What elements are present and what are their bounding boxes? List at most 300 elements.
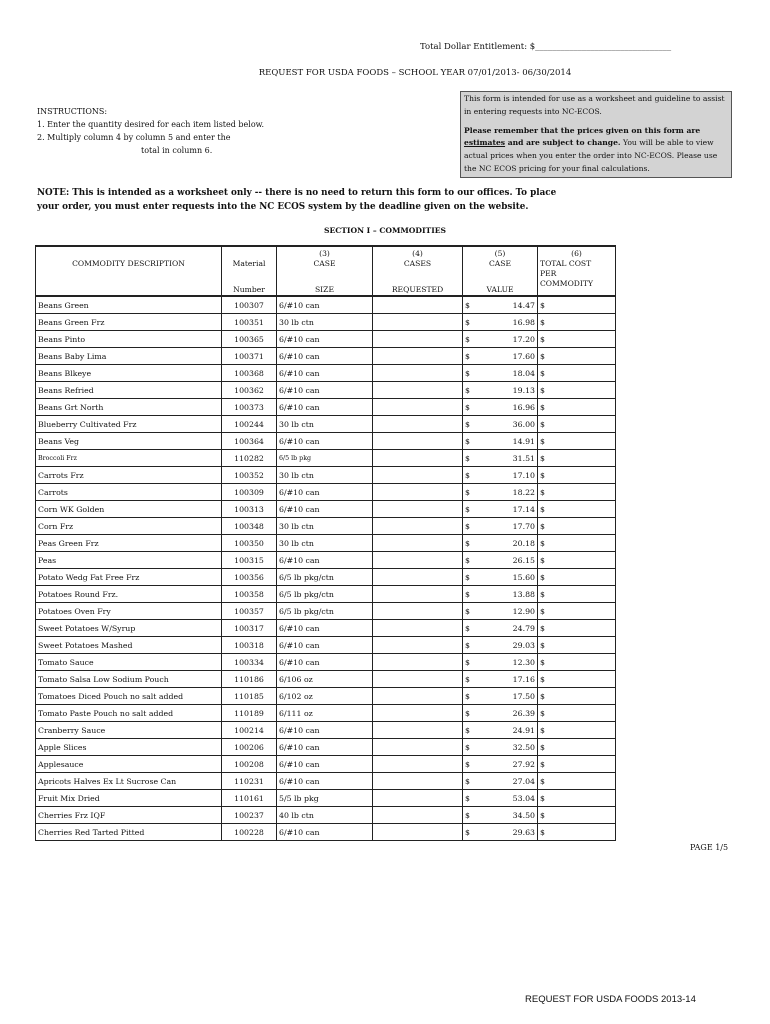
table-row [36, 586, 616, 603]
commodity-description: Corn Frz [36, 518, 222, 535]
currency-symbol: $ [465, 691, 470, 701]
case-value-amount: 29.63 [512, 827, 535, 837]
col-6-number: (6) [538, 246, 616, 259]
cases-requested-cell[interactable] [373, 705, 463, 722]
total-cost-cell[interactable] [538, 552, 616, 569]
case-value-amount: 17.70 [512, 521, 535, 531]
cases-requested-cell[interactable] [373, 518, 463, 535]
cases-requested-cell[interactable] [373, 296, 463, 314]
case-size: 6/#10 can [277, 637, 373, 654]
cases-requested-cell[interactable] [373, 450, 463, 467]
table-header-sub [36, 283, 616, 296]
table-row [36, 467, 616, 484]
case-value [463, 671, 538, 688]
col-case-value-header: CASE [463, 259, 538, 283]
case-value-amount: 16.98 [512, 317, 535, 327]
case-value-amount: 53.04 [512, 793, 535, 803]
case-value-amount: 17.20 [512, 334, 535, 344]
case-value-amount: 15.60 [512, 572, 535, 582]
currency-symbol: $ [540, 810, 545, 820]
currency-symbol: $ [465, 504, 470, 514]
commodity-description: Apricots Halves Ex Lt Sucrose Can [36, 773, 222, 790]
total-cost-cell[interactable] [538, 467, 616, 484]
page-number: PAGE 1/5 [690, 843, 729, 852]
total-cost-cell[interactable] [538, 569, 616, 586]
table-row [36, 501, 616, 518]
table-row [36, 603, 616, 620]
total-cost-cell[interactable] [538, 296, 616, 314]
case-size: 6/#10 can [277, 348, 373, 365]
commodity-description: Potatoes Round Frz. [36, 586, 222, 603]
material-number: 110185 [222, 688, 277, 705]
cases-requested-cell[interactable] [373, 739, 463, 756]
currency-symbol: $ [540, 453, 545, 463]
material-number: 100206 [222, 739, 277, 756]
currency-symbol: $ [540, 334, 545, 344]
case-value [463, 433, 538, 450]
col-3-number: (3) [277, 246, 373, 259]
total-cost-cell[interactable] [538, 790, 616, 807]
cases-requested-cell[interactable] [373, 603, 463, 620]
material-number: 100362 [222, 382, 277, 399]
cases-requested-cell[interactable] [373, 790, 463, 807]
case-value [463, 569, 538, 586]
total-cost-cell[interactable] [538, 637, 616, 654]
case-value-amount: 20.18 [512, 538, 535, 548]
cases-requested-cell[interactable] [373, 654, 463, 671]
total-cost-cell[interactable] [538, 654, 616, 671]
material-number: 100307 [222, 296, 277, 314]
case-size: 30 lb ctn [277, 467, 373, 484]
total-cost-cell[interactable] [538, 399, 616, 416]
material-number: 100334 [222, 654, 277, 671]
currency-symbol: $ [465, 436, 470, 446]
case-value [463, 824, 538, 841]
commodities-table [35, 245, 616, 841]
currency-symbol: $ [540, 776, 545, 786]
currency-symbol: $ [465, 555, 470, 565]
case-value [463, 552, 538, 569]
case-size: 40 lb ctn [277, 807, 373, 824]
total-cost-cell[interactable] [538, 314, 616, 331]
case-value-amount: 16.96 [512, 402, 535, 412]
header-cell [36, 283, 222, 296]
case-value-amount: 32.50 [512, 742, 535, 752]
table-row [36, 705, 616, 722]
cases-requested-cell[interactable] [373, 756, 463, 773]
col-requested-header: REQUESTED [373, 283, 463, 296]
case-value [463, 365, 538, 382]
total-cost-cell[interactable] [538, 331, 616, 348]
instruction-step-2: 2. Multiply column 4 by column 5 and enter the [37, 133, 231, 142]
case-value [463, 739, 538, 756]
cases-requested-cell[interactable] [373, 484, 463, 501]
case-value [463, 654, 538, 671]
case-size: 6/#10 can [277, 296, 373, 314]
worksheet-note [37, 186, 556, 214]
footer-title: REQUEST FOR USDA FOODS 2013-14 [525, 994, 696, 1005]
currency-symbol: $ [540, 589, 545, 599]
cases-requested-cell[interactable] [373, 824, 463, 841]
header-cell [36, 246, 222, 259]
case-size: 30 lb ctn [277, 314, 373, 331]
col-total-header [538, 259, 616, 296]
total-cost-cell[interactable] [538, 484, 616, 501]
material-number: 100350 [222, 535, 277, 552]
total-cost-cell[interactable] [538, 586, 616, 603]
case-size: 6/111 oz [277, 705, 373, 722]
currency-symbol: $ [540, 317, 545, 327]
material-number: 100357 [222, 603, 277, 620]
worksheet-note-line-2: your order, you must enter requests into the NC ECOS system by the deadline given on the website. [37, 202, 529, 212]
table-row [36, 569, 616, 586]
cases-requested-cell[interactable] [373, 365, 463, 382]
cases-requested-cell[interactable] [373, 671, 463, 688]
case-value [463, 518, 538, 535]
case-size: 6/#10 can [277, 484, 373, 501]
case-size: 6/5 lb pkg/ctn [277, 569, 373, 586]
col-5-number: (5) [463, 246, 538, 259]
case-size: 6/#10 can [277, 501, 373, 518]
material-number: 110282 [222, 450, 277, 467]
currency-symbol: $ [540, 708, 545, 718]
commodity-description: Tomato Paste Pouch no salt added [36, 705, 222, 722]
material-number: 100352 [222, 467, 277, 484]
col-value-header: VALUE [463, 283, 538, 296]
currency-symbol: $ [540, 300, 545, 310]
table-header-numbers [36, 246, 616, 259]
section-title: SECTION I – COMMODITIES [323, 226, 447, 235]
page-title: REQUEST FOR USDA FOODS – SCHOOL YEAR 07/01/2013- 06/30/2014 [258, 68, 572, 78]
case-value [463, 535, 538, 552]
total-cost-cell[interactable] [538, 535, 616, 552]
table-row [36, 654, 616, 671]
commodity-description: Fruit Mix Dried [36, 790, 222, 807]
total-cost-label: TOTAL COST [540, 259, 592, 268]
col-material-header: Material [222, 259, 277, 283]
currency-symbol: $ [540, 674, 545, 684]
worksheet-note-line-1: NOTE: This is intended as a worksheet only -- there is no need to return this form to our offices. To place [37, 188, 557, 198]
case-value-amount: 17.16 [512, 674, 535, 684]
cases-requested-cell[interactable] [373, 722, 463, 739]
case-value [463, 416, 538, 433]
table-row [36, 314, 616, 331]
currency-symbol: $ [540, 504, 545, 514]
commodity-description: Beans Baby Lima [36, 348, 222, 365]
case-size: 6/#10 can [277, 365, 373, 382]
case-value [463, 773, 538, 790]
currency-symbol: $ [540, 402, 545, 412]
currency-symbol: $ [465, 708, 470, 718]
case-value-amount: 34.50 [512, 810, 535, 820]
currency-symbol: $ [540, 385, 545, 395]
case-size: 6/5 lb pkg/ctn [277, 603, 373, 620]
case-size: 30 lb ctn [277, 416, 373, 433]
cases-requested-cell[interactable] [373, 637, 463, 654]
material-number: 100313 [222, 501, 277, 518]
currency-symbol: $ [465, 657, 470, 667]
material-number: 100365 [222, 331, 277, 348]
currency-symbol: $ [540, 640, 545, 650]
total-cost-cell[interactable] [538, 518, 616, 535]
case-size: 30 lb ctn [277, 535, 373, 552]
currency-symbol: $ [540, 623, 545, 633]
case-size: 6/106 oz [277, 671, 373, 688]
currency-symbol: $ [465, 742, 470, 752]
table-row [36, 535, 616, 552]
material-number: 100208 [222, 756, 277, 773]
table-row [36, 552, 616, 569]
case-value [463, 501, 538, 518]
currency-symbol: $ [540, 419, 545, 429]
currency-symbol: $ [465, 300, 470, 310]
currency-symbol: $ [540, 368, 545, 378]
currency-symbol: $ [465, 453, 470, 463]
notice-bold-1: Please remember that the prices given on this form are [464, 125, 701, 135]
material-number: 100244 [222, 416, 277, 433]
notice-line-2 [464, 125, 728, 176]
currency-symbol: $ [465, 606, 470, 616]
commodity-description: Carrots Frz [36, 467, 222, 484]
dollar-entitlement: Total Dollar Entitlement: $________________________________ [420, 42, 672, 52]
notice-estimates: estimates [464, 138, 506, 148]
case-value-amount: 31.51 [512, 453, 535, 463]
case-value-amount: 29.03 [512, 640, 535, 650]
cases-requested-cell[interactable] [373, 399, 463, 416]
total-cost-cell[interactable] [538, 416, 616, 433]
table-row [36, 348, 616, 365]
currency-symbol: $ [540, 351, 545, 361]
cases-requested-cell[interactable] [373, 688, 463, 705]
case-value [463, 722, 538, 739]
total-cost-cell[interactable] [538, 348, 616, 365]
case-value [463, 296, 538, 314]
case-size: 6/#10 can [277, 433, 373, 450]
currency-symbol: $ [540, 793, 545, 803]
currency-symbol: $ [465, 368, 470, 378]
cases-requested-cell[interactable] [373, 535, 463, 552]
currency-symbol: $ [540, 657, 545, 667]
currency-symbol: $ [465, 640, 470, 650]
material-number: 110231 [222, 773, 277, 790]
currency-symbol: $ [465, 572, 470, 582]
material-number: 100348 [222, 518, 277, 535]
currency-symbol: $ [465, 334, 470, 344]
cases-requested-cell[interactable] [373, 620, 463, 637]
case-value-amount: 36.00 [512, 419, 535, 429]
case-size: 6/#10 can [277, 739, 373, 756]
col-number-header: Number [222, 283, 277, 296]
col-4-number: (4) [373, 246, 463, 259]
cases-requested-cell[interactable] [373, 331, 463, 348]
case-value [463, 620, 538, 637]
total-cost-cell[interactable] [538, 620, 616, 637]
material-number: 100317 [222, 620, 277, 637]
case-value-amount: 14.91 [512, 436, 535, 446]
material-number: 100371 [222, 348, 277, 365]
material-number: 110186 [222, 671, 277, 688]
currency-symbol: $ [540, 521, 545, 531]
commodity-description: Blueberry Cultivated Frz [36, 416, 222, 433]
case-value-amount: 24.91 [512, 725, 535, 735]
total-cost-cell[interactable] [538, 722, 616, 739]
total-cost-cell[interactable] [538, 603, 616, 620]
commodity-description: Beans Green Frz [36, 314, 222, 331]
case-value-amount: 12.90 [512, 606, 535, 616]
cases-requested-cell[interactable] [373, 501, 463, 518]
col-cases-header: CASES [373, 259, 463, 283]
total-cost-cell[interactable] [538, 450, 616, 467]
currency-symbol: $ [465, 623, 470, 633]
table-row [36, 382, 616, 399]
table-row [36, 722, 616, 739]
commodity-description: Beans Green [36, 296, 222, 314]
case-size: 6/5 lb pkg/ctn [277, 586, 373, 603]
currency-symbol: $ [465, 470, 470, 480]
table-row [36, 739, 616, 756]
table-row [36, 433, 616, 450]
case-value-amount: 24.79 [512, 623, 535, 633]
case-size: 5/5 lb pkg [277, 790, 373, 807]
cases-requested-cell[interactable] [373, 569, 463, 586]
table-row [36, 416, 616, 433]
cases-requested-cell[interactable] [373, 586, 463, 603]
instructions-heading: INSTRUCTIONS: [37, 107, 108, 116]
table-row [36, 365, 616, 382]
material-number: 100364 [222, 433, 277, 450]
table-row [36, 450, 616, 467]
col-case-header: CASE [277, 259, 373, 283]
cases-requested-cell[interactable] [373, 348, 463, 365]
case-size: 6/#10 can [277, 654, 373, 671]
total-cost-cell[interactable] [538, 807, 616, 824]
total-cost-cell[interactable] [538, 433, 616, 450]
total-cost-cell[interactable] [538, 739, 616, 756]
currency-symbol: $ [540, 555, 545, 565]
case-value [463, 331, 538, 348]
total-cost-cell[interactable] [538, 501, 616, 518]
instructions [37, 105, 264, 157]
currency-symbol: $ [540, 725, 545, 735]
case-value [463, 637, 538, 654]
notice-line-1: This form is intended for use as a worksheet and guideline to assist in entering requests into NC-ECOS. [464, 94, 725, 116]
commodity-description: Cranberry Sauce [36, 722, 222, 739]
case-size: 6/102 oz [277, 688, 373, 705]
case-value [463, 790, 538, 807]
commodity-description: Potato Wedg Fat Free Frz [36, 569, 222, 586]
currency-symbol: $ [465, 317, 470, 327]
case-value-amount: 13.88 [512, 589, 535, 599]
commodity-description: Tomatoes Diced Pouch no salt added [36, 688, 222, 705]
currency-symbol: $ [465, 521, 470, 531]
case-size: 30 lb ctn [277, 518, 373, 535]
material-number: 100368 [222, 365, 277, 382]
case-value [463, 603, 538, 620]
case-value-amount: 17.60 [512, 351, 535, 361]
material-number: 100309 [222, 484, 277, 501]
case-value [463, 314, 538, 331]
case-value [463, 450, 538, 467]
currency-symbol: $ [540, 487, 545, 497]
commodity-description: Beans Blkeye [36, 365, 222, 382]
table-row [36, 773, 616, 790]
commodity-description: Broccoli Frz [36, 450, 222, 467]
case-size: 6/#10 can [277, 399, 373, 416]
commodity-description: Beans Grt North [36, 399, 222, 416]
table-row [36, 399, 616, 416]
table-row [36, 790, 616, 807]
case-size: 6/#10 can [277, 552, 373, 569]
currency-symbol: $ [465, 402, 470, 412]
material-number: 100351 [222, 314, 277, 331]
table-row [36, 331, 616, 348]
cases-requested-cell[interactable] [373, 382, 463, 399]
total-cost-cell[interactable] [538, 688, 616, 705]
case-value-amount: 19.13 [512, 385, 535, 395]
currency-symbol: $ [465, 351, 470, 361]
case-value-amount: 26.39 [512, 708, 535, 718]
currency-symbol: $ [465, 385, 470, 395]
table-header-labels [36, 259, 616, 283]
case-size: 6/#10 can [277, 756, 373, 773]
cases-requested-cell[interactable] [373, 807, 463, 824]
case-value [463, 348, 538, 365]
price-notice-box [460, 91, 732, 178]
col-size-header: SIZE [277, 283, 373, 296]
total-cost-cell[interactable] [538, 705, 616, 722]
currency-symbol: $ [540, 742, 545, 752]
total-cost-cell[interactable] [538, 824, 616, 841]
case-value [463, 688, 538, 705]
cases-requested-cell[interactable] [373, 552, 463, 569]
cases-requested-cell[interactable] [373, 416, 463, 433]
cases-requested-cell[interactable] [373, 467, 463, 484]
currency-symbol: $ [465, 810, 470, 820]
material-number: 100318 [222, 637, 277, 654]
commodity-description: Cherries Red Tarted Pitted [36, 824, 222, 841]
case-value-amount: 27.92 [512, 759, 535, 769]
total-cost-cell[interactable] [538, 773, 616, 790]
material-number: 110161 [222, 790, 277, 807]
case-value-amount: 27.04 [512, 776, 535, 786]
cases-requested-cell[interactable] [373, 314, 463, 331]
case-value-amount: 17.10 [512, 470, 535, 480]
material-number: 100315 [222, 552, 277, 569]
currency-symbol: $ [540, 827, 545, 837]
commodity-description: Cherries Frz IQF [36, 807, 222, 824]
table-row [36, 637, 616, 654]
cases-requested-cell[interactable] [373, 433, 463, 450]
total-cost-cell[interactable] [538, 671, 616, 688]
case-value [463, 705, 538, 722]
currency-symbol: $ [465, 419, 470, 429]
table-row [36, 518, 616, 535]
commodity-description: Carrots [36, 484, 222, 501]
table-row [36, 688, 616, 705]
currency-symbol: $ [465, 674, 470, 684]
total-cost-cell[interactable] [538, 365, 616, 382]
cases-requested-cell[interactable] [373, 773, 463, 790]
table-row [36, 807, 616, 824]
commodity-description: Beans Refried [36, 382, 222, 399]
material-number: 100356 [222, 569, 277, 586]
total-cost-cell[interactable] [538, 382, 616, 399]
total-cost-cell[interactable] [538, 756, 616, 773]
commodity-description: Potatoes Oven Fry [36, 603, 222, 620]
material-number: 100358 [222, 586, 277, 603]
material-number: 100237 [222, 807, 277, 824]
commodity-description: Peas [36, 552, 222, 569]
